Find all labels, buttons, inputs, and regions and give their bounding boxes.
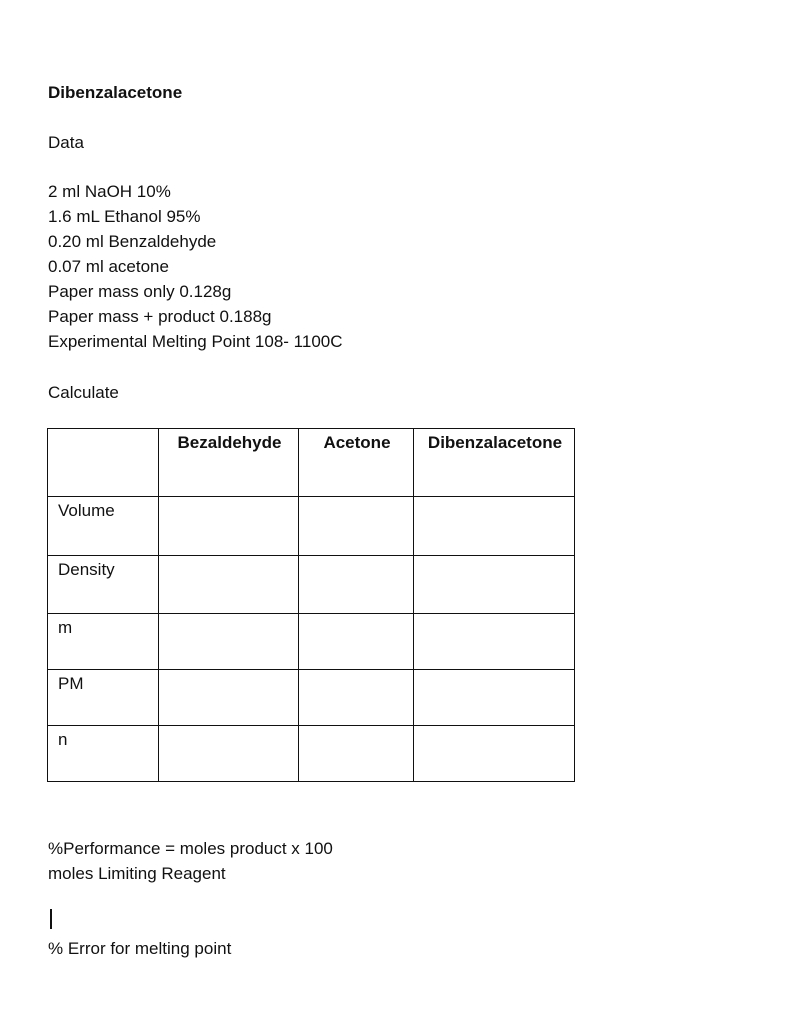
data-line: 0.20 ml Benzaldehyde <box>48 232 217 251</box>
data-line: 1.6 mL Ethanol 95% <box>48 207 201 226</box>
table-cell[interactable] <box>159 670 299 726</box>
data-heading: Data <box>48 133 84 152</box>
table-cell[interactable] <box>299 497 414 556</box>
data-line: 2 ml NaOH 10% <box>48 182 171 201</box>
header-cell-dibenzalacetone[interactable]: Dibenzalacetone <box>414 429 575 497</box>
table-cell[interactable] <box>299 614 414 670</box>
table-row <box>48 497 575 556</box>
table-cell[interactable] <box>299 726 414 782</box>
header-cell-acetone[interactable]: Acetone <box>299 429 414 497</box>
formula-denominator: moles Limiting Reagent <box>48 864 226 883</box>
calculate-heading: Calculate <box>48 383 119 402</box>
table-row <box>48 614 575 670</box>
table-header-row <box>48 429 575 497</box>
row-label-volume[interactable]: Volume <box>48 497 159 556</box>
row-label-pm[interactable]: PM <box>48 670 159 726</box>
table-cell[interactable] <box>414 726 575 782</box>
performance-formula <box>48 836 333 886</box>
table-cell[interactable] <box>299 670 414 726</box>
row-label-m[interactable]: m <box>48 614 159 670</box>
table-cell[interactable] <box>414 670 575 726</box>
table-cell[interactable] <box>159 556 299 614</box>
formula-numerator: %Performance = moles product x 100 <box>48 839 333 858</box>
header-cell-bezaldehyde[interactable]: Bezaldehyde <box>159 429 299 497</box>
table-cell[interactable] <box>159 726 299 782</box>
table-cell[interactable] <box>299 556 414 614</box>
calculation-table <box>47 428 575 782</box>
table-cell[interactable] <box>159 614 299 670</box>
table-cell[interactable] <box>414 497 575 556</box>
data-line: Paper mass + product 0.188g <box>48 307 272 326</box>
document-title: Dibenzalacetone <box>48 83 183 102</box>
data-line: Experimental Melting Point 108- 1100C <box>48 332 343 351</box>
row-label-density[interactable]: Density <box>48 556 159 614</box>
row-label-n[interactable]: n <box>48 726 159 782</box>
error-line: % Error for melting point <box>48 939 232 958</box>
table-cell[interactable] <box>414 556 575 614</box>
header-cell-empty[interactable] <box>48 429 159 497</box>
table-cell[interactable] <box>414 614 575 670</box>
table-row <box>48 726 575 782</box>
table-row <box>48 556 575 614</box>
data-line: 0.07 ml acetone <box>48 257 169 276</box>
text-cursor[interactable] <box>50 909 52 929</box>
table-row <box>48 670 575 726</box>
data-list <box>48 179 343 354</box>
data-line: Paper mass only 0.128g <box>48 282 232 301</box>
table-cell[interactable] <box>159 497 299 556</box>
